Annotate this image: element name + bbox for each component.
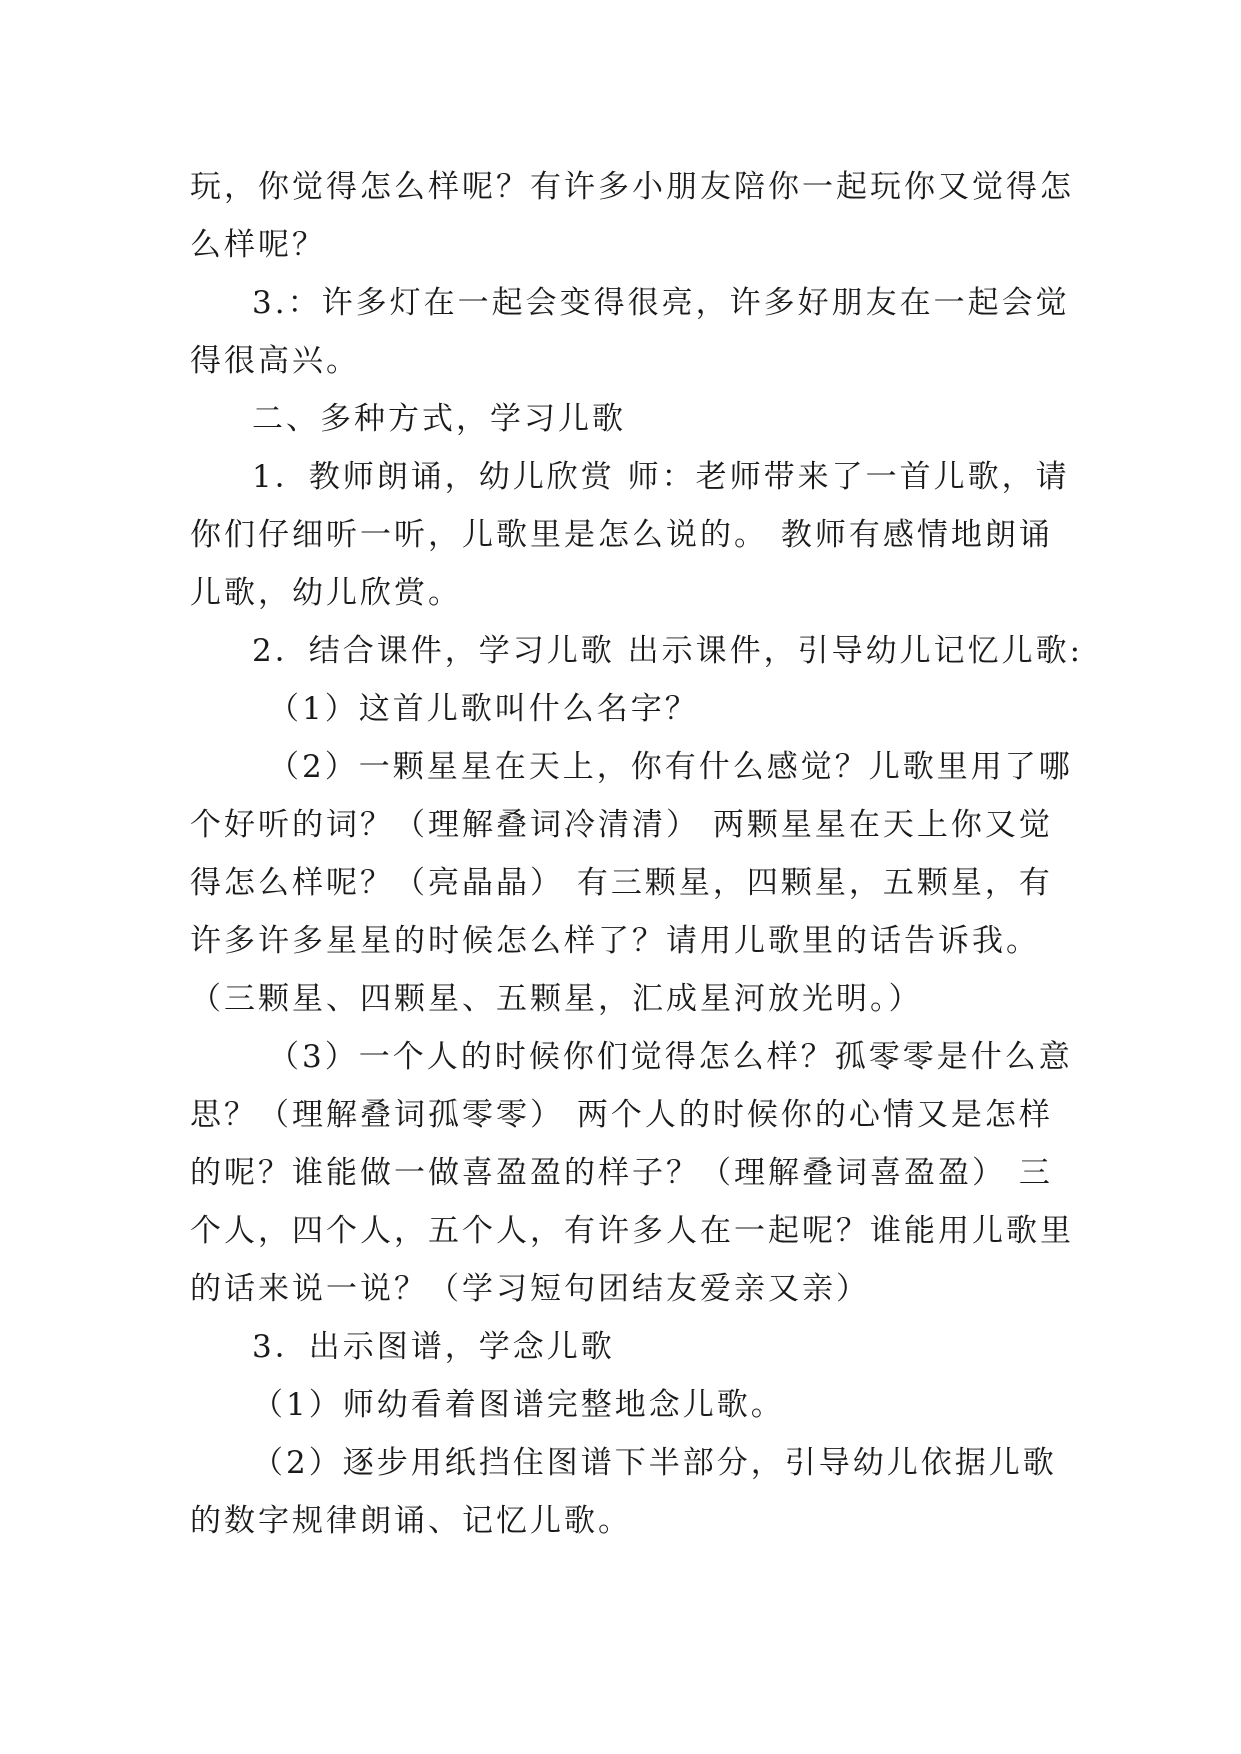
text-line: 3.：许多灯在一起会变得很亮，许多好朋友在一起会觉 [252,285,1070,321]
text-line: 的数字规律朗诵、记忆儿歌。 [190,1503,632,1539]
text-line: （三颗星、四颗星、五颗星，汇成星河放光明。） [190,981,923,1017]
text-line: 的话来说一说？（学习短句团结友爱亲又亲） [190,1271,870,1307]
text-line: （3）一个人的时候你们觉得怎么样？孤零零是什么意 [268,1039,1073,1075]
text-line: 许多许多星星的时候怎么样了？请用儿歌里的话告诉我。 [190,923,1040,959]
text-line: 思？（理解叠词孤零零） 两个人的时候你的心情又是怎样 [190,1097,1053,1133]
text-line: （2）一颗星星在天上，你有什么感觉？儿歌里用了哪 [268,749,1073,785]
body-text [190,158,1084,1550]
text-line: （1）这首儿歌叫什么名字？ [268,691,699,727]
text-line: 个人，四个人，五个人，有许多人在一起呢？谁能用儿歌里 [190,1213,1074,1249]
text-line: 得怎么样呢？（亮晶晶） 有三颗星，四颗星，五颗星，有 [190,865,1053,901]
text-line: 的呢？谁能做一做喜盈盈的样子？（理解叠词喜盈盈） 三 [190,1155,1053,1191]
text-line: 得很高兴。 [190,343,360,379]
text-line: （2）逐步用纸挡住图谱下半部分，引导幼儿依据儿歌 [252,1445,1057,1481]
text-line: 3．出示图谱，学念儿歌 [252,1329,615,1365]
text-line: 玩，你觉得怎么样呢？有许多小朋友陪你一起玩你又觉得怎 [190,169,1074,205]
text-line: 儿歌，幼儿欣赏。 [190,575,462,611]
text-line: （1）师幼看着图谱完整地念儿歌。 [252,1387,785,1423]
text-line: 你们仔细听一听，儿歌里是怎么说的。 教师有感情地朗诵 [190,517,1053,553]
section-heading: 二、多种方式，学习儿歌 [252,401,626,437]
text-line: 个好听的词？（理解叠词冷清清） 两颗星星在天上你又觉 [190,807,1053,843]
text-line: 么样呢？ [190,227,326,263]
text-line: 1．教师朗诵，幼儿欣赏 师：老师带来了一首儿歌，请 [252,459,1070,495]
text-line: 2．结合课件，学习儿歌 出示课件，引导幼儿记忆儿歌: [252,633,1084,669]
